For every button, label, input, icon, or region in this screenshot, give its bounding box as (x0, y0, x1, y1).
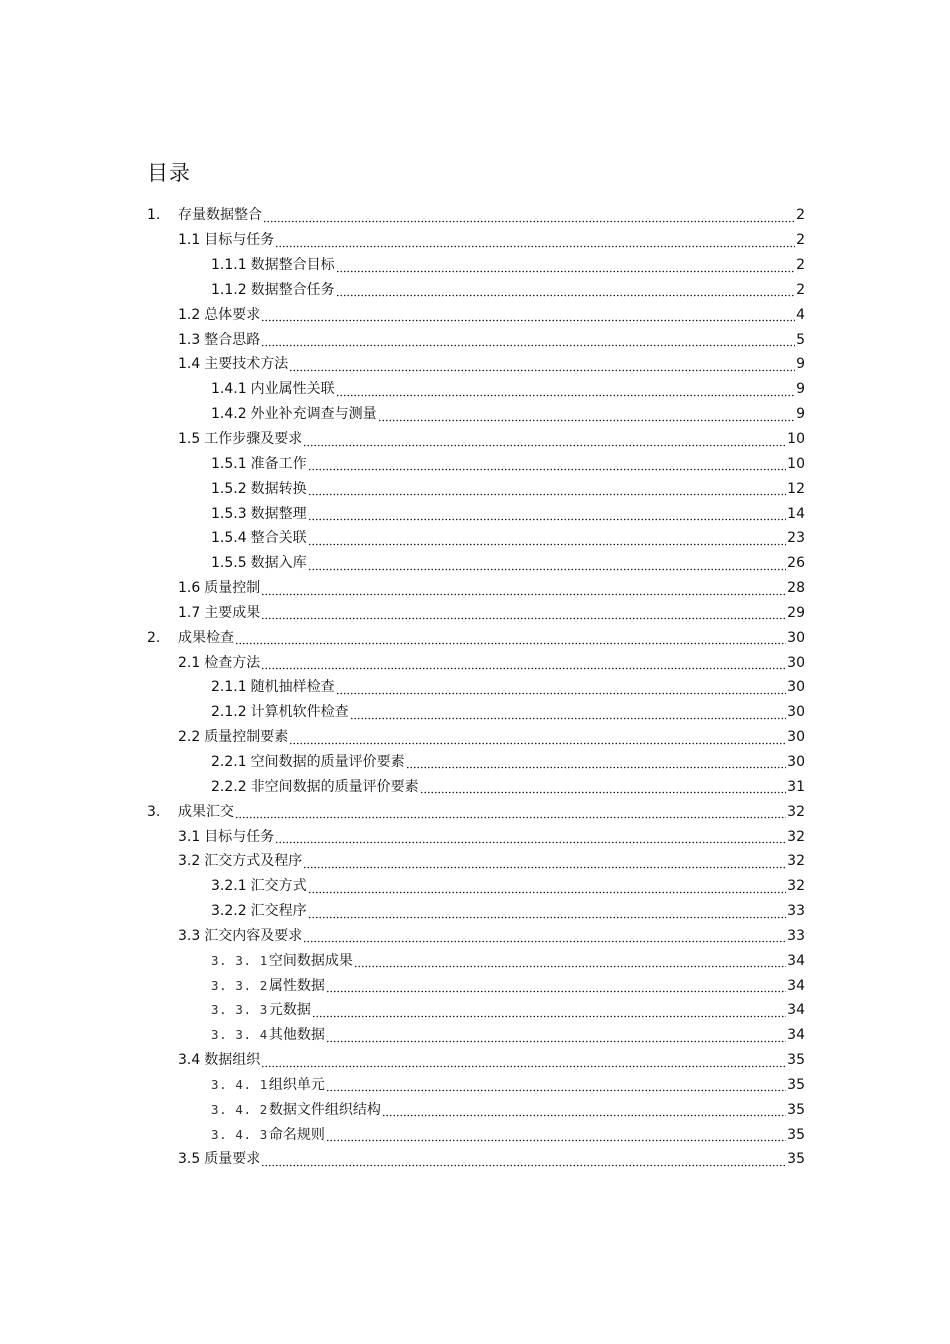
toc-entry-title: 数据文件组织结构 (268, 1101, 381, 1118)
toc-page-number: 35 (787, 1126, 805, 1143)
toc-entry-level-3[interactable] (0, 1073, 950, 1098)
toc-page-number: 2 (796, 232, 805, 249)
toc-entry-level-3[interactable] (0, 402, 950, 427)
toc-entry-title: 数据转换 (250, 480, 307, 497)
toc-entry-number: 1.5.2 (211, 480, 247, 497)
toc-entry-level-2[interactable] (0, 1048, 950, 1073)
toc-dot-leader (336, 294, 795, 298)
toc-entry-level-3[interactable] (0, 551, 950, 576)
toc-entry-level-2[interactable] (0, 352, 950, 377)
toc-dot-leader (303, 443, 786, 447)
toc-page-number: 34 (787, 1002, 805, 1019)
toc-entry-title: 汇交程序 (250, 903, 307, 920)
toc-entry-number: 2.2 (178, 729, 201, 746)
toc-entry-level-2[interactable] (0, 923, 950, 948)
toc-entry-title: 数据整合任务 (250, 281, 335, 298)
toc-entry-number: 3.1 (178, 828, 201, 845)
toc-entry-level-3[interactable] (0, 253, 950, 278)
toc-entry-title: 组织单元 (268, 1076, 325, 1093)
toc-entry-number: 1.1.1 (211, 257, 247, 274)
toc-entry-title: 内业属性关联 (250, 381, 335, 398)
toc-dot-leader (308, 468, 787, 472)
toc-page-number: 32 (787, 853, 805, 870)
toc-dot-leader (354, 965, 786, 969)
toc-page-number: 30 (787, 704, 805, 721)
toc-page-number: 9 (796, 406, 805, 423)
toc-entry-level-1[interactable] (0, 203, 950, 228)
toc-page-number: 4 (796, 306, 805, 323)
toc-entry-number: 3.2.1 (211, 878, 247, 895)
toc-page-number: 35 (787, 1052, 805, 1069)
toc-page-number: 30 (787, 629, 805, 646)
toc-page-number: 2 (796, 281, 805, 298)
toc-entry-level-3[interactable] (0, 526, 950, 551)
toc-entry-title: 成果检查 (178, 629, 234, 646)
toc-page-number: 34 (787, 977, 805, 994)
toc-page-number: 26 (787, 555, 805, 572)
toc-page-number: 28 (787, 580, 805, 597)
toc-entry-level-3[interactable] (0, 774, 950, 799)
toc-entry-title: 数据入库 (250, 555, 307, 572)
toc-page-number: 33 (787, 927, 805, 944)
toc-dot-leader (235, 642, 786, 646)
toc-dot-leader (378, 418, 795, 422)
toc-page-number: 2 (796, 257, 805, 274)
toc-dot-leader (326, 1089, 786, 1093)
toc-entry-title: 汇交方式及程序 (204, 853, 303, 870)
toc-entry-level-3[interactable] (0, 377, 950, 402)
toc-page-number: 23 (787, 530, 805, 547)
toc-entry-level-3[interactable] (0, 278, 950, 303)
toc-dot-leader (308, 493, 787, 497)
toc-entry-level-2[interactable] (0, 576, 950, 601)
toc-entry-level-2[interactable] (0, 725, 950, 750)
toc-dot-leader (382, 1114, 786, 1118)
toc-page-number: 29 (787, 604, 805, 621)
toc-entry-number: 3. 3. 3 (211, 1002, 268, 1018)
toc-page-number: 5 (796, 331, 805, 348)
toc-list (0, 203, 950, 1172)
toc-dot-leader (336, 393, 795, 397)
toc-entry-number: 3. 3. 2 (211, 977, 268, 993)
toc-entry-level-3[interactable] (0, 973, 950, 998)
toc-dot-leader (308, 542, 787, 546)
toc-entry-title: 属性数据 (268, 977, 325, 994)
toc-dot-leader (312, 1014, 786, 1018)
toc-dot-leader (420, 791, 787, 795)
toc-entry-number: 1.5 (178, 431, 201, 448)
toc-entry-level-3[interactable] (0, 451, 950, 476)
toc-entry-title: 汇交内容及要求 (204, 927, 303, 944)
toc-entry-number: 2.2.1 (211, 753, 247, 770)
toc-entry-level-3[interactable] (0, 750, 950, 775)
toc-entry-title: 工作步骤及要求 (204, 431, 303, 448)
toc-entry-level-2[interactable] (0, 302, 950, 327)
toc-page-number: 30 (787, 679, 805, 696)
toc-entry-level-2[interactable] (0, 327, 950, 352)
toc-entry-title: 检查方法 (204, 654, 261, 671)
toc-dot-leader (261, 344, 795, 348)
toc-entry-number: 1.4 (178, 356, 201, 373)
toc-entry-number: 1.1 (178, 232, 201, 249)
toc-dot-leader (263, 219, 795, 223)
toc-entry-level-3[interactable] (0, 501, 950, 526)
toc-dot-leader (326, 990, 786, 994)
toc-dot-leader (289, 741, 786, 745)
toc-entry-title: 质量控制 (204, 580, 261, 597)
toc-dot-leader (261, 592, 786, 596)
toc-entry-title: 数据组织 (204, 1052, 261, 1069)
toc-entry-number: 3. 3. 1 (211, 952, 268, 968)
toc-page-number: 30 (787, 654, 805, 671)
toc-dot-leader (336, 691, 787, 695)
toc-entry-level-3[interactable] (0, 1023, 950, 1048)
toc-entry-number: 1.3 (178, 331, 201, 348)
toc-entry-level-3[interactable] (0, 1122, 950, 1147)
toc-entry-number: 2.1.2 (211, 704, 247, 721)
toc-entry-title: 主要技术方法 (204, 356, 289, 373)
toc-entry-number: 3. 3. 4 (211, 1027, 268, 1043)
toc-entry-title: 质量要求 (204, 1151, 261, 1168)
toc-entry-title: 外业补充调查与测量 (250, 406, 377, 423)
toc-page-number: 32 (787, 803, 805, 820)
toc-entry-title: 元数据 (268, 1002, 311, 1019)
toc-entry-title: 计算机软件检查 (250, 704, 349, 721)
toc-entry-level-1[interactable] (0, 799, 950, 824)
toc-entry-number: 2.1 (178, 654, 201, 671)
toc-entry-title: 汇交方式 (250, 878, 307, 895)
toc-page-number: 34 (787, 1027, 805, 1044)
toc-page-number: 34 (787, 952, 805, 969)
toc-entry-title: 整合关联 (250, 530, 307, 547)
toc-dot-leader (303, 940, 786, 944)
toc-entry-number: 1.5.4 (211, 530, 247, 547)
toc-entry-level-2[interactable] (0, 1147, 950, 1172)
toc-entry-level-3[interactable] (0, 700, 950, 725)
toc-entry-level-2[interactable] (0, 650, 950, 675)
toc-dot-leader (261, 1064, 786, 1068)
toc-page-number: 32 (787, 828, 805, 845)
toc-entry-title: 准备工作 (250, 455, 307, 472)
toc-page-number: 35 (787, 1076, 805, 1093)
toc-page-number: 30 (787, 729, 805, 746)
toc-entry-level-2[interactable] (0, 824, 950, 849)
toc-entry-title: 非空间数据的质量评价要素 (250, 778, 419, 795)
toc-entry-number: 1. (147, 207, 161, 224)
toc-page-number: 12 (787, 480, 805, 497)
toc-entry-title: 目标与任务 (204, 828, 275, 845)
toc-page-number: 30 (787, 753, 805, 770)
toc-entry-number: 2.2.2 (211, 778, 247, 795)
toc-entry-number: 1.6 (178, 580, 201, 597)
toc-entry-level-3[interactable] (0, 998, 950, 1023)
toc-entry-number: 1.4.2 (211, 406, 247, 423)
toc-entry-level-2[interactable] (0, 601, 950, 626)
toc-page-number: 9 (796, 356, 805, 373)
toc-page-number: 32 (787, 878, 805, 895)
toc-dot-leader (336, 269, 795, 273)
toc-page-number: 2 (796, 207, 805, 224)
toc-dot-leader (350, 716, 787, 720)
toc-entry-number: 3. 4. 1 (211, 1076, 268, 1092)
toc-entry-level-3[interactable] (0, 476, 950, 501)
toc-dot-leader (326, 1039, 786, 1043)
toc-dot-leader (406, 766, 787, 770)
toc-entry-number: 1.5.1 (211, 455, 247, 472)
toc-entry-title: 目标与任务 (204, 232, 275, 249)
toc-page-number: 35 (787, 1151, 805, 1168)
toc-entry-title: 数据整理 (250, 505, 307, 522)
toc-page-number: 31 (787, 778, 805, 795)
toc-title: 目录 (147, 161, 191, 185)
toc-dot-leader (308, 518, 787, 522)
toc-entry-number: 3.2.2 (211, 903, 247, 920)
toc-entry-number: 3. (147, 803, 161, 820)
toc-dot-leader (261, 667, 786, 671)
toc-dot-leader (308, 567, 787, 571)
toc-dot-leader (308, 890, 787, 894)
toc-entry-title: 整合思路 (204, 331, 261, 348)
toc-dot-leader (261, 1163, 786, 1167)
toc-dot-leader (303, 865, 786, 869)
toc-entry-level-3[interactable] (0, 675, 950, 700)
toc-entry-title: 空间数据的质量评价要素 (250, 753, 405, 770)
toc-dot-leader (235, 816, 786, 820)
toc-entry-number: 3.4 (178, 1052, 201, 1069)
toc-entry-number: 1.2 (178, 306, 201, 323)
toc-page-number: 10 (787, 431, 805, 448)
toc-entry-title: 空间数据成果 (268, 952, 353, 969)
toc-entry-number: 3. 4. 3 (211, 1126, 268, 1142)
toc-page-number: 10 (787, 455, 805, 472)
toc-page-number: 9 (796, 381, 805, 398)
toc-entry-level-2[interactable] (0, 427, 950, 452)
toc-dot-leader (275, 841, 786, 845)
toc-entry-title: 随机抽样检查 (250, 679, 335, 696)
toc-entry-title: 质量控制要素 (204, 729, 289, 746)
toc-entry-number: 2. (147, 629, 161, 646)
toc-entry-number: 1.7 (178, 604, 201, 621)
toc-entry-number: 3.5 (178, 1151, 201, 1168)
toc-entry-number: 1.5.3 (211, 505, 247, 522)
toc-dot-leader (326, 1139, 786, 1143)
toc-dot-leader (261, 617, 786, 621)
toc-entry-title: 成果汇交 (178, 803, 234, 820)
toc-entry-title: 主要成果 (204, 604, 261, 621)
toc-entry-number: 3. 4. 2 (211, 1101, 268, 1117)
toc-entry-title: 其他数据 (268, 1027, 325, 1044)
toc-entry-title: 命名规则 (268, 1126, 325, 1143)
toc-entry-level-3[interactable] (0, 899, 950, 924)
toc-entry-number: 1.4.1 (211, 381, 247, 398)
toc-dot-leader (308, 915, 787, 919)
toc-entry-number: 1.5.5 (211, 555, 247, 572)
toc-page-number: 33 (787, 903, 805, 920)
toc-entry-number: 3.3 (178, 927, 201, 944)
toc-dot-leader (261, 319, 795, 323)
toc-entry-title: 总体要求 (204, 306, 261, 323)
toc-dot-leader (289, 368, 795, 372)
toc-entry-level-3[interactable] (0, 948, 950, 973)
toc-page-number: 35 (787, 1101, 805, 1118)
toc-entry-title: 存量数据整合 (178, 207, 262, 224)
toc-entry-number: 2.1.1 (211, 679, 247, 696)
toc-entry-level-2[interactable] (0, 849, 950, 874)
toc-entry-title: 数据整合目标 (250, 257, 335, 274)
toc-entry-level-2[interactable] (0, 228, 950, 253)
toc-entry-level-3[interactable] (0, 1097, 950, 1122)
toc-entry-level-3[interactable] (0, 874, 950, 899)
toc-page-number: 14 (787, 505, 805, 522)
toc-entry-level-1[interactable] (0, 625, 950, 650)
toc-entry-number: 3.2 (178, 853, 201, 870)
toc-dot-leader (275, 244, 795, 248)
toc-entry-number: 1.1.2 (211, 281, 247, 298)
